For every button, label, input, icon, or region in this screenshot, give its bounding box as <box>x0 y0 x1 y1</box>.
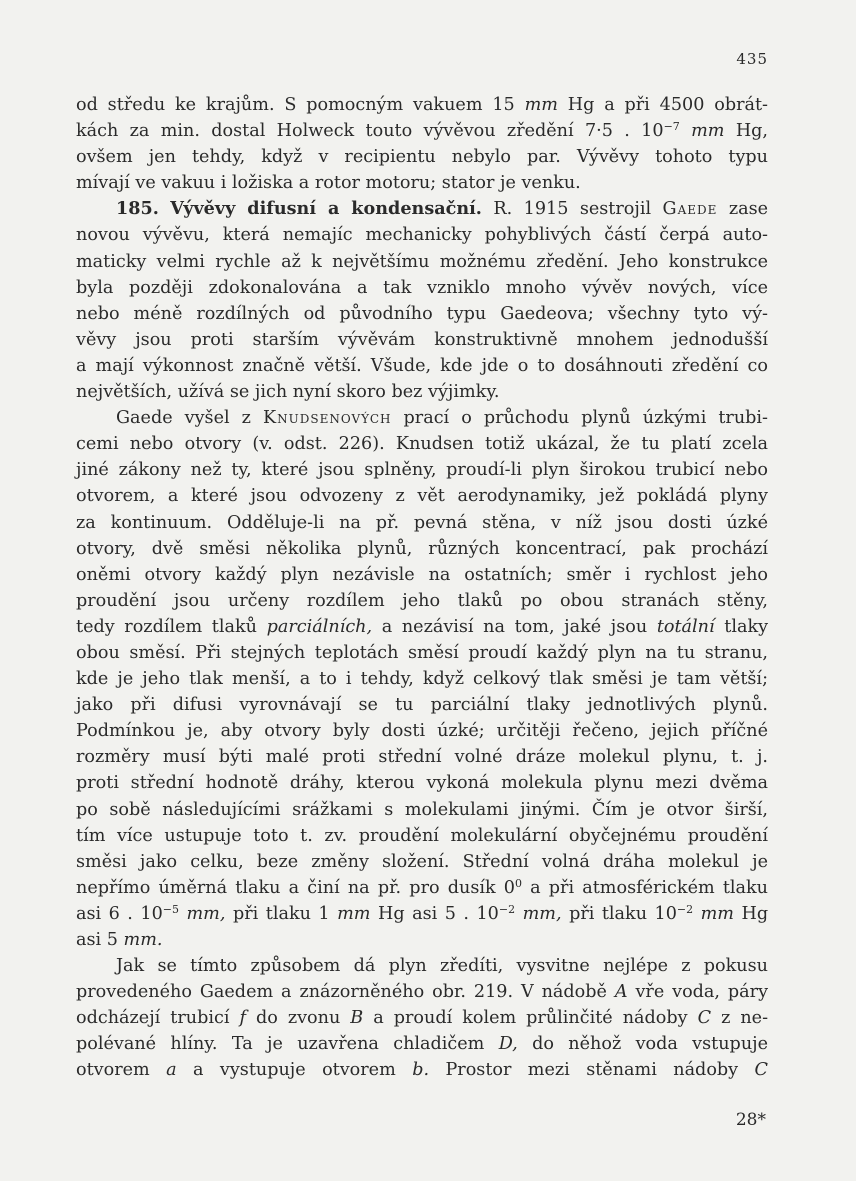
text-line: a mají výkonnost značně větší. Všude, kde jde o to dosáhnouti zředění co <box>76 355 768 376</box>
text-line: kde je jeho tlak menší, a to i tehdy, když celkový tlak směsi je tam větší; <box>76 669 768 690</box>
text-line: polévané hlíny. Ta je uzavřena chladičem D, do něhož voda vstupuje <box>76 1034 769 1055</box>
text-line: mívají ve vakuu i ložiska a rotor motoru; stator je venku. <box>76 173 581 194</box>
text-line: asi 5 mm. <box>76 930 163 950</box>
text-line: jiné zákony než ty, které jsou splněny, proudí-li plyn širokou trubicí nebo <box>76 460 768 481</box>
text-line: otvorem, a které jsou odvozeny z vět aerodynamiky, jež pokládá plyny <box>76 486 768 507</box>
section-number: 185. <box>116 198 159 220</box>
text-line: tím více ustupuje toto t. zv. proudění molekulární obyčejnému proudění <box>76 825 768 846</box>
text-line: největších, užívá se jich nyní skoro bez výjimky. <box>76 382 500 403</box>
text-line: za kontinuum. Odděluje-li na př. pevná stěna, v níž jsou dosti úzké <box>76 512 768 533</box>
text-line: Podmínkou je, aby otvory byly dosti úzké; určitěji řečeno, jejich příčné <box>76 721 768 742</box>
text-line: obou směsí. Při stejných teplotách směsí proudí každý plyn na tu stranu, <box>76 642 768 663</box>
text-line: oněmi otvory každý plyn nezávisle na ostatních; směr i rychlost jeho <box>76 564 768 585</box>
text-line: jako při difusi vyrovnávají se tu parciální tlaky jednotlivých plynů. <box>76 695 768 716</box>
text-line: nebo méně rozdílných od původního typu Gaedeova; všechny tyto vý- <box>76 303 768 324</box>
page-number: 435 <box>736 50 768 68</box>
text-line: Gaede vyšel z Knudsenových prací o průchodu plynů úzkými trubi- <box>116 408 769 429</box>
text-line: od středu ke krajům. S pomocným vakuem 15 mm Hg a při 4500 obrát- <box>76 95 769 115</box>
text-line: otvory, dvě směsi několika plynů, různých koncentrací, pak prochází <box>76 538 768 559</box>
text-line: Jak se tímto způsobem dá plyn zředíti, vysvitne nejlépe z pokusu <box>116 956 768 977</box>
text-line: otvorem a a vystupuje otvorem b. Prostor mezi stěnami nádoby C <box>76 1060 768 1081</box>
body-text <box>76 92 768 1084</box>
section-heading-line: 185. Vývěvy difusní a kondensační. R. 1915 sestrojil Gaede zase <box>116 198 769 220</box>
text-line: maticky velmi rychle až k největšímu možnému zředění. Jeho konstrukce <box>76 251 768 272</box>
text-line: proti střední hodnotě dráhy, kterou vykoná molekula plynu mezi dvěma <box>76 773 768 794</box>
text-line: provedeného Gaedem a znázorněného obr. 219. V nádobě A vře voda, páry <box>76 982 769 1003</box>
text-line: věvy jsou proti starším vývěvám konstruktivně mnohem jednodušší <box>76 329 768 350</box>
text-line: novou vývěvu, která nemajíc mechanicky pohyblivých částí čerpá auto- <box>76 225 768 246</box>
text-line: rozměry musí býti malé proti střední volné dráze molekul plynu, t. j. <box>76 747 768 768</box>
text-line: nepřímo úměrná tlaku a činí na př. pro dusík $0^0$ a při atmosférickém tlaku <box>76 876 769 898</box>
text-line: odcházejí trubicí f do zvonu B a proudí kolem průlinčité nádoby C z ne- <box>76 1008 769 1029</box>
signature-mark: 28* <box>735 1110 766 1130</box>
text-line: ovšem jen tehdy, když v recipientu nebylo par. Vývěvy tohoto typu <box>76 147 768 168</box>
section-title: Vývěvy difusní a kondensační. <box>170 198 482 220</box>
text-line: směsi jako celku, beze změny složení. Střední volná dráha molekul je <box>76 851 768 872</box>
text-line: proudění jsou určeny rozdílem jeho tlaků po obou stranách stěny, <box>76 590 768 611</box>
text-line: byla později zdokonalována a tak vzniklo mnoho vývěv nových, více <box>76 277 768 298</box>
text-line: cemi nebo otvory (v. odst. 226). Knudsen totiž ukázal, že tu platí zcela <box>76 434 768 455</box>
text-line: tedy rozdílem tlaků parciálních, a nezávisí na tom, jaké jsou totální tlaky <box>76 616 769 637</box>
text-line: asi 6 . $10^{-5}$ mm, při tlaku 1 mm Hg asi 5 . $10^{-2}$ mm, při tlaku $10^{-2}$ mm Hg <box>76 902 769 924</box>
text-line: kách za min. dostal Holweck touto vývěvou zředění 7·5 . $10^{-7}$ mm Hg, <box>76 120 769 142</box>
text-line: po sobě následujícími srážkami s molekulami jinými. Čím je otvor širší, <box>76 799 768 820</box>
